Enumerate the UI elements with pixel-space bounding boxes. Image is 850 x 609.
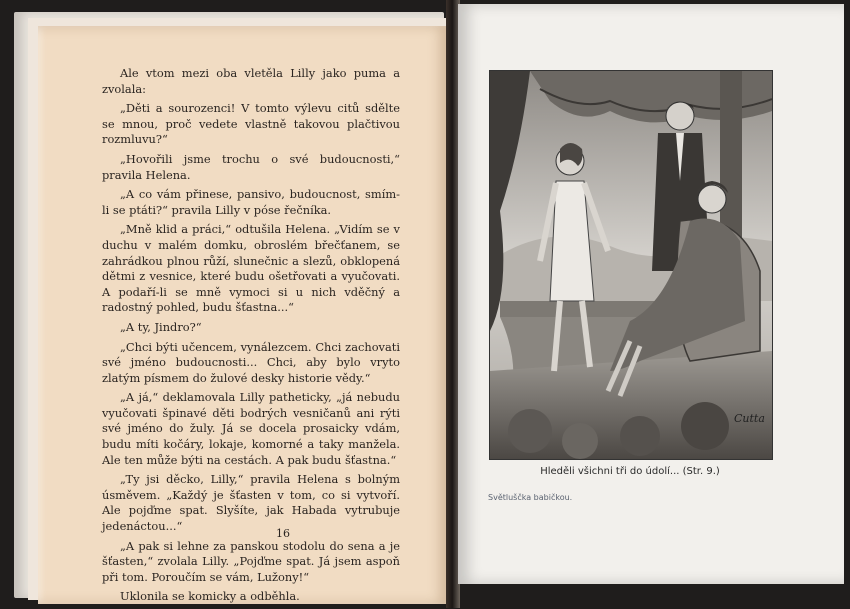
page-number: 16 (276, 527, 290, 540)
paragraph: „Hovořili jsme trochu o své budoucnosti,“ pravila Helena. (102, 151, 400, 182)
artist-signature: Cutta (734, 412, 765, 425)
paragraph: „A já,“ deklamovala Lilly patheticky, „já nebudu vyučovati špinavé děti bodrých vesničanů ani rýti své jméno do žuly. Já se docela prosaicky vdám, budu míti kočáry, lokaje, komorné a taky manžela. Ale ten může býti na cestách. A pak budu šťastna.“ (102, 390, 400, 467)
paragraph: „Mně klid a práci,“ odtušila Helena. „Vidím se v duchu v malém domku, obroslém břečťanem, se zahrádkou plnou růží, slunečnic a slezů, obklopená dětmi z vesnice, které budu ošetřovati a vyučovati. A podaří-li se mně vymoci si u nich vděčný a radostný pohled, budu šťastna...“ (102, 222, 400, 315)
paragraph: „Ty jsi děcko, Lilly,“ pravila Helena s bolným úsměvem. „Každý je šťasten v tom, co si vytvoří. Ale pojďme spat. Slyšíte, jak Habada vytrubuje jedenáctou...“ (102, 472, 400, 534)
paragraph: „A co vám přinese, pansivo, budoucnost, smím-li se ptáti?“ pravila Lilly v póse řečníka. (102, 187, 400, 217)
paragraph: Uklonila se komicky a odběhla. (120, 589, 300, 604)
paragraph: „Děti a sourozenci! V tomto výlevu citů sdělte se mnou, proč vedete vlastně takovou plačtivou rozmluvu?“ (102, 101, 400, 147)
paragraph: „Chci býti učencem, vynálezcem. Chci zachovati své jméno budoucnosti... Chci, aby bylo vryto zlatým písmem do žulové desky historie vědy.“ (102, 339, 400, 385)
paragraph: Ale vtom mezi oba vletěla Lilly jako puma a zvolala: (102, 66, 400, 96)
illustration-caption: Hleděli všichni tři do údolí... (Str. 9.) (540, 466, 720, 477)
running-note: Světluščka babičkou. (488, 493, 573, 502)
left-page-text (102, 66, 400, 609)
engraving-illustration-icon (489, 70, 773, 460)
paragraph: „A ty, Jindro?“ (120, 319, 202, 334)
paragraph: „A pak si lehne za panskou stodolu do sena a je šťasten,“ zvolala Lilly. „Pojďme spat. Já jsem aspoň při tom. Poroučím se vám, Lužony!“ (102, 538, 400, 584)
